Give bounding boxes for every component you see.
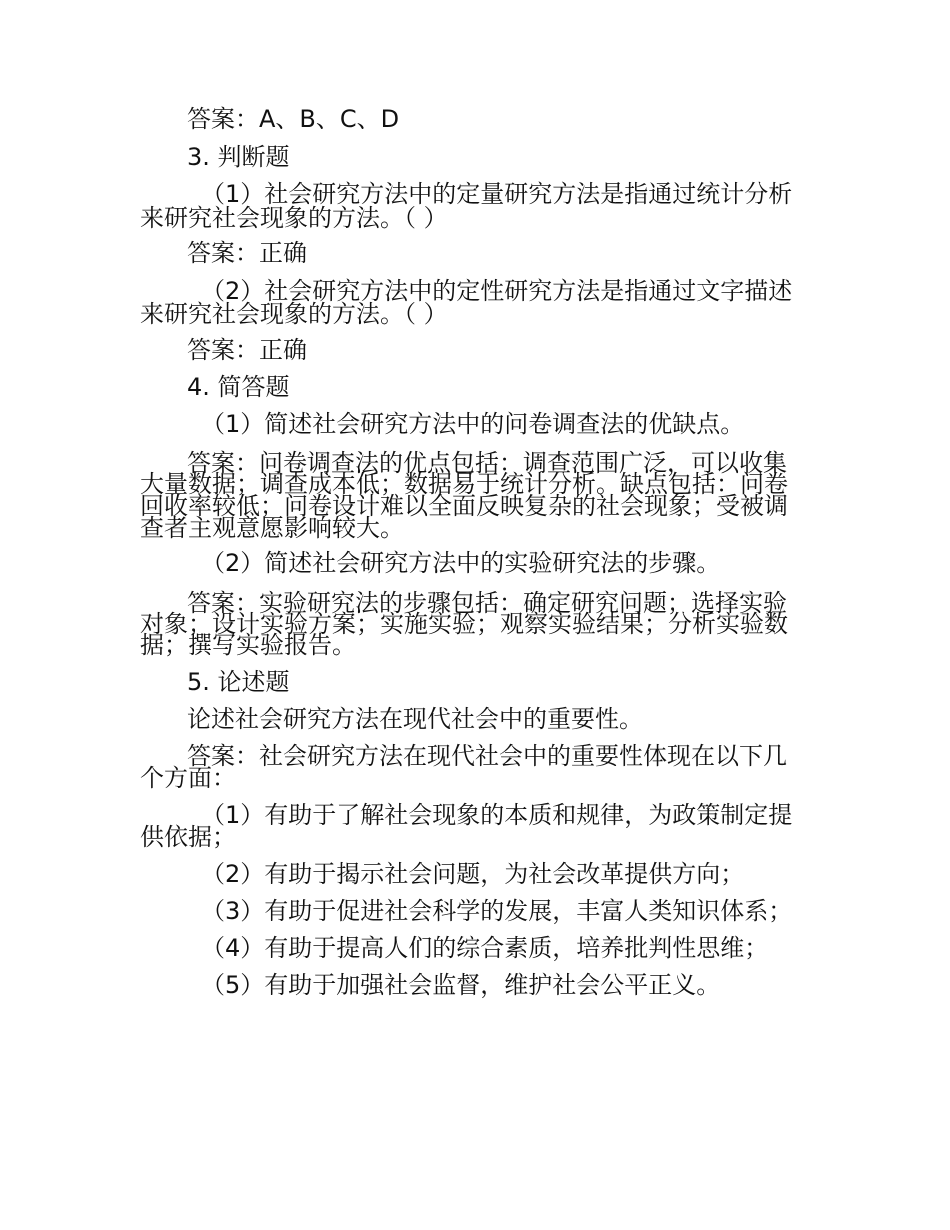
judgment-q2-line2: 来研究社会现象的方法。（ ）: [140, 300, 448, 328]
judgment-q2-answer: 答案：正确: [187, 336, 307, 364]
short-answer-a2-line3: 据；撰写实验报告。: [140, 631, 356, 659]
section-heading-essay: 5. 论述题: [187, 668, 290, 696]
short-answer-a2-line1: 答案：实验研究法的步骤包括：确定研究问题；选择实验: [187, 589, 787, 617]
short-answer-a2-line2: 对象；设计实验方案；实施实验；观察实验结果；分析实验数: [140, 610, 788, 638]
short-answer-a1-line3: 回收率较低；问卷设计难以全面反映复杂的社会现象；受被调: [140, 492, 788, 520]
section-heading-short-answer: 4. 简答题: [187, 373, 290, 401]
essay-point-2: （2）有助于揭示社会问题，为社会改革提供方向；: [201, 860, 745, 888]
multiple-choice-answer: 答案：A、B、C、D: [187, 105, 400, 133]
judgment-q2-line1: （2）社会研究方法中的定性研究方法是指通过文字描述: [201, 277, 793, 305]
short-answer-a1-line2: 大量数据；调查成本低；数据易于统计分析。缺点包括：问卷: [140, 470, 788, 498]
essay-point-4: （4）有助于提高人们的综合素质，培养批判性思维；: [201, 934, 769, 962]
essay-answer-line2: 个方面：: [140, 764, 236, 792]
short-answer-a1-line1: 答案：问卷调查法的优点包括：调查范围广泛，可以收集: [187, 449, 787, 477]
essay-question: 论述社会研究方法在现代社会中的重要性。: [187, 705, 643, 733]
section-heading-judgment: 3. 判断题: [187, 143, 290, 171]
essay-point-3: （3）有助于促进社会科学的发展，丰富人类知识体系；: [201, 897, 793, 925]
short-answer-q2: （2）简述社会研究方法中的实验研究法的步骤。: [201, 549, 721, 577]
judgment-q1-answer: 答案：正确: [187, 239, 307, 267]
essay-point-1-line1: （1）有助于了解社会现象的本质和规律，为政策制定提: [201, 801, 793, 829]
short-answer-a1-line4: 查者主观意愿影响较大。: [140, 514, 404, 542]
essay-point-5: （5）有助于加强社会监督，维护社会公平正义。: [201, 971, 721, 999]
essay-point-1-line2: 供依据；: [140, 823, 236, 851]
short-answer-q1: （1）简述社会研究方法中的问卷调查法的优缺点。: [201, 410, 745, 438]
judgment-q1-line1: （1）社会研究方法中的定量研究方法是指通过统计分析: [201, 180, 793, 208]
judgment-q1-line2: 来研究社会现象的方法。（ ）: [140, 204, 448, 232]
essay-answer-line1: 答案：社会研究方法在现代社会中的重要性体现在以下几: [187, 742, 787, 770]
